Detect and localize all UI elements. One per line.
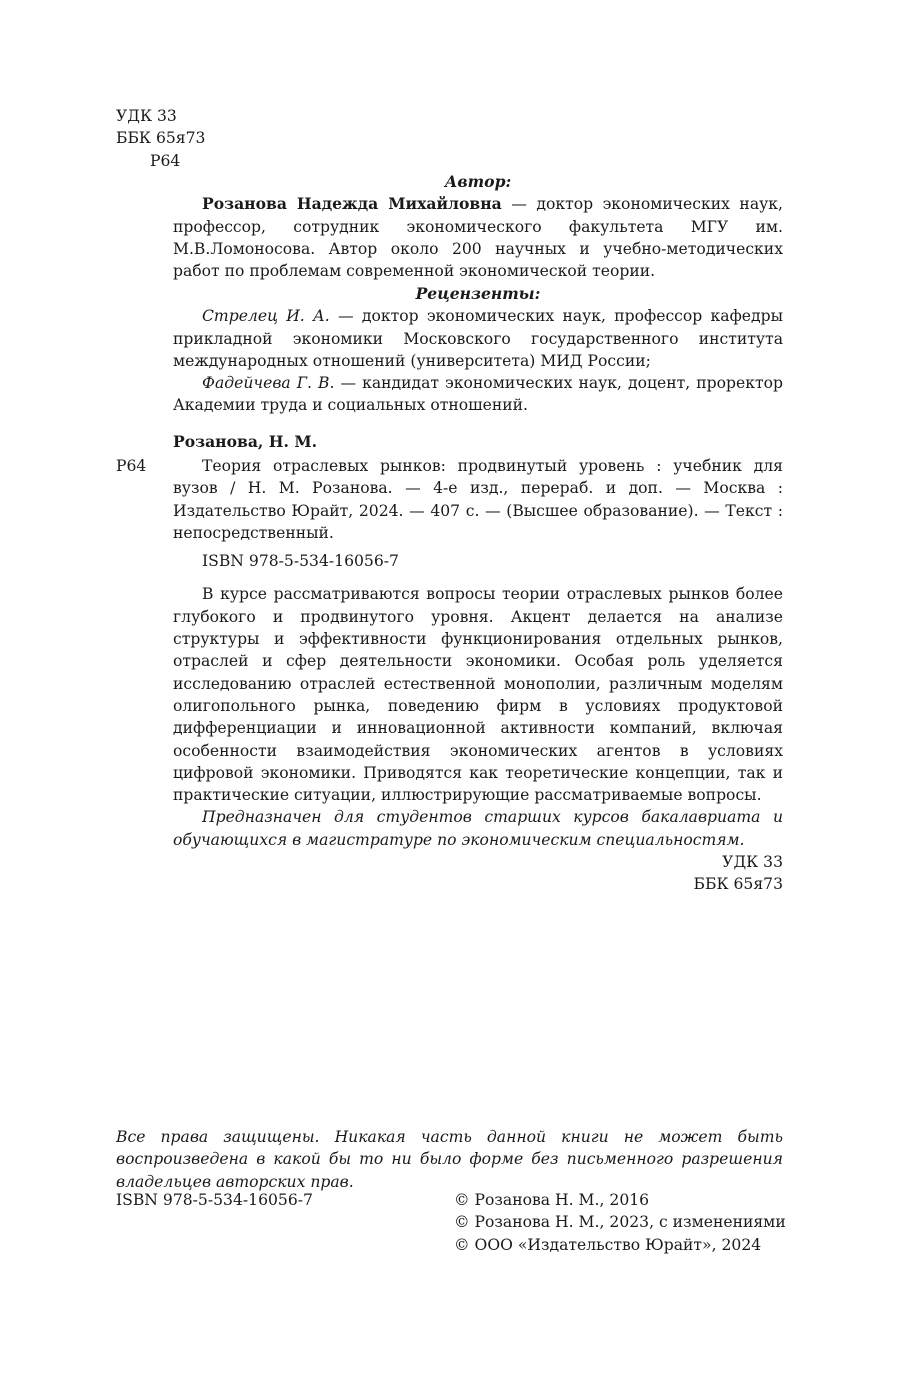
author-name: Розанова Надежда Михайловна (202, 194, 502, 214)
reviewer-name: Фадейчева Г. В. (202, 374, 335, 393)
classification-codes (116, 105, 205, 172)
abstract-text: В курсе рассматриваются вопросы теории отраслевых рынков более глубокого и продвинутого уровня. Акцент делается на анализе структуры и эффективности функционирования отдельных рынков, отраслей и сфер деятельности экономики. Особая роль уделяется исследованию отраслей естественной монополии, различным моделям олигопольного рынка, поведению фирм в условиях продуктовой дифференциации и инновационной активности компаний, включая особенности взаимодействия экономических агентов в условиях цифровой экономики. Приводятся как теоретические концепции, так и практические ситуации, иллюстрирующие рассматриваемые вопросы. (173, 585, 783, 805)
reviewer-text: — доктор экономических наук, профессор кафедры прикладной экономики Московского государственного института международных отношений (университета) МИД России; (173, 307, 783, 370)
catalog-bbk: ББК 65я73 (693, 875, 783, 894)
bibliographic-description: Теория отраслевых рынков: продвинутый уровень : учебник для вузов / Н. М. Розанова. — 4-е изд., перераб. и доп. — Москва : Издательство Юрайт, 2024. — 407 с. — (Высшее образование). — Текст : непосредственный. (173, 457, 783, 542)
author-mark: Р64 (150, 151, 181, 170)
reviewer-text: — кандидат экономических наук, доцент, проректор Академии труда и социальных отношений. (173, 374, 783, 415)
copyright-lines (454, 1189, 786, 1256)
catalog-mark: Р64 (116, 457, 147, 475)
author-bio-text: — доктор экономических наук, профессор, сотрудник экономического факультета МГУ им. М.В.Ломоносова. Автор около 200 научных и учебно-методических работ по проблемам современной экономической теории. (173, 195, 783, 281)
reviewer-entry (173, 372, 783, 417)
reviewers-section (173, 283, 783, 417)
copyright-line: © Розанова Н. М., 2023, с изменениями (454, 1213, 786, 1232)
catalog-isbn: ISBN 978-5-534-16056-7 (202, 552, 399, 571)
audience-text: Предназначен для студентов старших курсов бакалавриата и обучающихся в магистратуре по экономическим специальностям. (173, 808, 783, 849)
reviewers-heading: Рецензенты: (415, 284, 541, 303)
bbk-code: ББК 65я73 (116, 129, 206, 148)
udk-code: УДК 33 (116, 107, 177, 125)
author-section (173, 171, 783, 282)
catalog-author-heading: Розанова, Н. М. (173, 432, 318, 451)
author-bio (173, 193, 783, 282)
reviewer-name: Стрелец И. А. (202, 307, 330, 326)
catalog-udk: УДК 33 (722, 853, 783, 872)
reviewer-entry (173, 305, 783, 372)
catalog-card (173, 455, 783, 896)
footer-isbn: ISBN 978-5-534-16056-7 (116, 1191, 313, 1209)
copyright-line: © Розанова Н. М., 2016 (454, 1191, 650, 1209)
rights-notice: Все права защищены. Никакая часть данной книги не может быть воспроизведена в какой бы то ни было форме без письменного разрешения владельцев авторских прав. (116, 1128, 783, 1191)
author-heading: Автор: (444, 172, 512, 191)
copyright-line: © ООО «Издательство Юрайт», 2024 (454, 1235, 762, 1254)
